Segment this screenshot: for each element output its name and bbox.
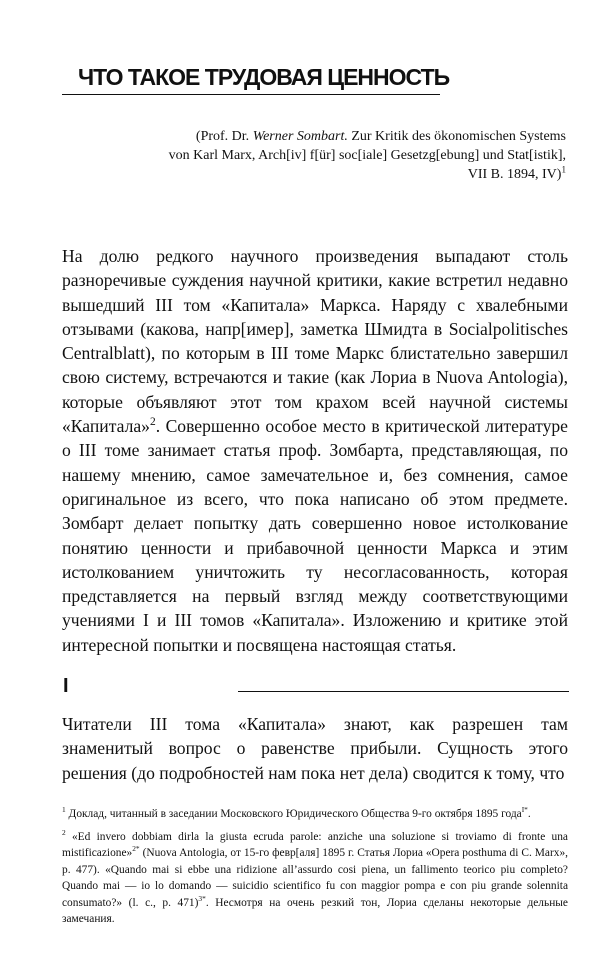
footnote-text-end: . Несмотря на очень резкий тон, Лориа сделаны некоторые дельные замечания. [62, 896, 568, 925]
intro-paragraph-continuation: . Совершенно особое место в критической литературе о III томе занимает статья проф. Зомбарта, представляющая, по нашему мнению, самое замечательное и, без сомнения, самое оригинальное из всего, что пока написано об этом предмете. Зомбарт делает попытку дать совершенно новое истолкование понятию ценности и прибавочной ценности Маркса и этим истолкованием уничтожить ту несогласованность, которая представляется на первый взгляд между соответствующими учениями I и III томов «Капитала». Изложению и критике этой интересной попытки и посвящена настоящая статья. [62, 416, 568, 655]
footnote-mark: 2 [62, 827, 66, 837]
section-paragraph: Читатели III тома «Капитала» знают, как разрешен там знаменитый вопрос о равенстве прибыли. Сущность этого решения (до подробностей нам пока нет дела) сводится к тому, что [62, 714, 568, 783]
footnotes [62, 806, 568, 934]
epigraph-author: Werner Sombart. [252, 129, 348, 144]
epigraph-citation [136, 127, 566, 184]
section-rule [238, 691, 569, 692]
editor-note-ref[interactable]: 3* [198, 893, 206, 903]
chapter-title: ЧТО ТАКОЕ ТРУДОВАЯ ЦЕННОСТЬ [78, 64, 450, 90]
footnote-text: «Ed invero dobbiam dirla la giusta ecruda parole: anziche una soluzione si troviamo di fronte una mistificazione» [62, 830, 568, 859]
intro-paragraph [62, 244, 568, 657]
epigraph-prefix: (Prof. Dr. [195, 129, 253, 144]
epigraph-source: VII B. 1894, IV) [467, 167, 562, 182]
epigraph-line-2: von Karl Marx, Arch[iv] f[ür] soc[iale] Gesetzg[ebung] und Stat[istik], [168, 148, 566, 163]
footnote-tail: . [527, 808, 531, 820]
epigraph-line-1 [136, 127, 566, 146]
title-underline [62, 94, 440, 95]
footnote-text: Доклад, читанный в заседании Московского Юридического Общества 9-го октября 1895 года [65, 808, 522, 820]
editor-note-ref[interactable]: 2* [132, 844, 140, 854]
footnote-2 [62, 829, 568, 928]
footnote-mark: 1 [62, 805, 66, 815]
section-heading: I [63, 675, 69, 697]
epigraph-work-title: Zur Kritik des ökonomischen Systems [347, 129, 566, 144]
footnote-ref-2[interactable]: 2 [149, 416, 156, 429]
footnote-text-middle: (Nuova Antologia, от 15-го февр[аля] 1895 г. Статья Лориа «Opera posthuma di C. Marx», p. 477). «Quando mai si ebbe una ridizione all’assurdo cosi piena, un fallimento teorico piu completo? Quando mai — io lo domando — suicidio scientifico fu con maggior pompa e con piu grande solennita consumato?» (l. c., p. 471) [62, 847, 568, 909]
intro-paragraph-text: На долю редкого научного произведения выпадают столь разноречивые суждения научной критики, какие встретил недавно вышедший III том «Капитала» Маркса. Наряду с хвалебными отзывами (какова, напр[имер], заметка Шмидта в Socialpolitisches Centralblatt), по которым в III томе Маркс блистательно завершил свою систему, встречаются и такие (как Лориа в Nuova Antologia), которые объявляют этот том крахом всей научной системы «Капитала» [62, 246, 568, 437]
editor-note-ref[interactable]: I* [521, 805, 528, 815]
epigraph-line-3 [136, 165, 566, 184]
footnote-ref-1[interactable]: 1 [561, 164, 566, 175]
footnote-1 [62, 806, 568, 823]
